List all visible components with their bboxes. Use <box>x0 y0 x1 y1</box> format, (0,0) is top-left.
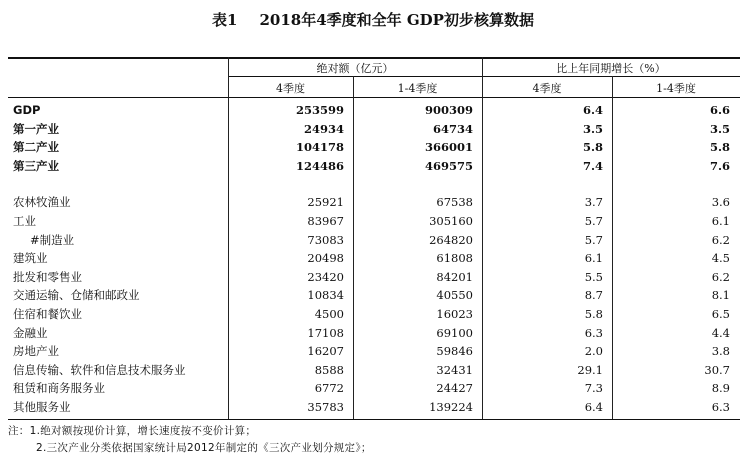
abs-q1-4-value: 67538 <box>436 195 473 210</box>
growth-q4-value: 7.4 <box>582 158 603 173</box>
growth-q1-4-value: 5.8 <box>709 140 730 155</box>
abs-q4-value: 253599 <box>295 103 344 117</box>
row-label: 房地产业 <box>13 344 59 359</box>
growth-q4-value: 5.5 <box>584 269 603 284</box>
abs-q4-value: 20498 <box>307 251 344 266</box>
growth-q1-4-value: 7.6 <box>709 158 730 173</box>
row-label: GDP <box>13 103 41 117</box>
growth-q1-4-value: 3.5 <box>709 121 730 136</box>
table-row <box>8 157 740 176</box>
abs-q1-4-value: 61808 <box>436 251 473 266</box>
header-absolute-group: 绝对额（亿元） <box>316 62 394 75</box>
growth-q1-4-value: 4.4 <box>711 325 730 340</box>
abs-q4-value: 8588 <box>314 362 344 377</box>
row-label: 住宿和餐饮业 <box>13 306 82 321</box>
abs-q4-value: 25921 <box>307 195 344 210</box>
abs-q1-4-value: 32431 <box>436 362 473 377</box>
growth-q4-value: 6.1 <box>584 251 603 266</box>
row-label: 信息传输、软件和信息技术服务业 <box>13 362 186 377</box>
row-label: 工业 <box>13 213 36 228</box>
growth-q4-value: 8.7 <box>584 288 603 303</box>
abs-q1-4-value: 16023 <box>436 306 473 321</box>
growth-q4-value: 5.7 <box>584 232 603 247</box>
abs-q4-value: 83967 <box>307 213 344 228</box>
growth-q4-value: 5.7 <box>584 213 603 228</box>
growth-q4-value: 5.8 <box>584 306 603 321</box>
abs-q1-4-value: 305160 <box>429 213 473 228</box>
table-row <box>8 379 740 398</box>
row-label: 批发和零售业 <box>13 269 82 284</box>
abs-q4-value: 124486 <box>295 158 344 173</box>
abs-q4-value: 17108 <box>307 325 344 340</box>
abs-q1-4-value: 469575 <box>424 158 473 173</box>
growth-q4-value: 5.8 <box>582 140 603 155</box>
growth-q1-4-value: 8.1 <box>711 288 730 303</box>
table-title <box>0 9 746 30</box>
growth-q1-4-value: 30.7 <box>704 362 730 377</box>
header-abs-q1-4: 1-4季度 <box>397 82 438 95</box>
table-row <box>8 249 740 268</box>
table-row <box>8 268 740 287</box>
growth-q4-value: 29.1 <box>577 362 603 377</box>
table-row <box>8 305 740 324</box>
row-label: 交通运输、仓储和邮政业 <box>13 288 140 303</box>
abs-q4-value: 23420 <box>307 269 344 284</box>
row-label: 建筑业 <box>13 251 48 266</box>
row-label: 第三产业 <box>13 158 59 173</box>
row-label: 其他服务业 <box>13 399 71 414</box>
abs-q1-4-value: 264820 <box>429 232 473 247</box>
abs-q4-value: 4500 <box>314 306 344 321</box>
abs-q4-value: 104178 <box>295 140 344 155</box>
header-sub-rule <box>228 76 740 77</box>
growth-q4-value: 6.4 <box>582 103 603 117</box>
abs-q1-4-value: 366001 <box>424 140 473 155</box>
footnote-1: 注：1.绝对额按现价计算，增长速度按不变价计算； <box>8 425 257 437</box>
abs-q4-value: 24934 <box>303 121 344 136</box>
abs-q4-value: 6772 <box>314 381 344 396</box>
growth-q1-4-value: 6.2 <box>711 269 730 284</box>
table-row <box>8 342 740 361</box>
growth-q4-value: 7.3 <box>584 381 603 396</box>
header-growth-q4: 4季度 <box>532 82 562 95</box>
table-row <box>8 120 740 139</box>
abs-q4-value: 35783 <box>307 399 344 414</box>
footnote-2: 2.三次产业分类依据国家统计局2012年制定的《三次产业划分规定》； <box>36 442 372 454</box>
growth-q4-value: 6.4 <box>584 399 603 414</box>
table-row <box>8 101 740 120</box>
growth-q4-value: 3.5 <box>582 121 603 136</box>
growth-q1-4-value: 3.6 <box>711 195 730 210</box>
table-row <box>8 231 740 250</box>
bottom-rule <box>8 419 740 420</box>
table-row <box>8 193 740 212</box>
header-bottom-rule <box>8 97 740 98</box>
growth-q1-4-value: 6.3 <box>711 399 730 414</box>
abs-q1-4-value: 900309 <box>424 103 473 117</box>
header-growth-group: 比上年同期增长（%） <box>556 62 666 75</box>
table-title-text: 2018年4季度和全年 GDP初步核算数据 <box>259 11 534 29</box>
table-row <box>8 286 740 305</box>
growth-q1-4-value: 3.8 <box>711 344 730 359</box>
abs-q1-4-value: 139224 <box>429 399 473 414</box>
table-row <box>8 212 740 231</box>
spacer-row <box>8 175 740 193</box>
growth-q1-4-value: 6.5 <box>711 306 730 321</box>
abs-q4-value: 10834 <box>307 288 344 303</box>
abs-q4-value: 16207 <box>307 344 344 359</box>
growth-q1-4-value: 4.5 <box>711 251 730 266</box>
row-label: 第一产业 <box>13 121 59 136</box>
row-label: 金融业 <box>13 325 48 340</box>
row-label: 第二产业 <box>13 140 59 155</box>
growth-q1-4-value: 6.6 <box>709 103 730 117</box>
table-row <box>8 138 740 157</box>
row-label: #制造业 <box>30 232 75 247</box>
abs-q1-4-value: 84201 <box>436 269 473 284</box>
abs-q1-4-value: 64734 <box>432 121 473 136</box>
abs-q1-4-value: 24427 <box>436 381 473 396</box>
table-row <box>8 398 740 417</box>
row-label: 农林牧渔业 <box>13 195 71 210</box>
growth-q4-value: 6.3 <box>584 325 603 340</box>
growth-q1-4-value: 6.2 <box>711 232 730 247</box>
growth-q1-4-value: 6.1 <box>711 213 730 228</box>
table-row <box>8 361 740 380</box>
abs-q4-value: 73083 <box>307 232 344 247</box>
growth-q4-value: 2.0 <box>584 344 603 359</box>
header-growth-q1-4: 1-4季度 <box>656 82 696 95</box>
table-number: 表1 <box>212 11 238 29</box>
row-label: 租赁和商务服务业 <box>13 381 105 396</box>
abs-q1-4-value: 69100 <box>436 325 473 340</box>
header-abs-q4: 4季度 <box>276 82 305 95</box>
growth-q1-4-value: 8.9 <box>711 381 730 396</box>
growth-q4-value: 3.7 <box>584 195 603 210</box>
gdp-data-table <box>8 101 740 417</box>
abs-q1-4-value: 40550 <box>436 288 473 303</box>
table-row <box>8 324 740 343</box>
abs-q1-4-value: 59846 <box>436 344 473 359</box>
top-rule <box>8 57 740 59</box>
spacer-cell <box>8 175 740 193</box>
